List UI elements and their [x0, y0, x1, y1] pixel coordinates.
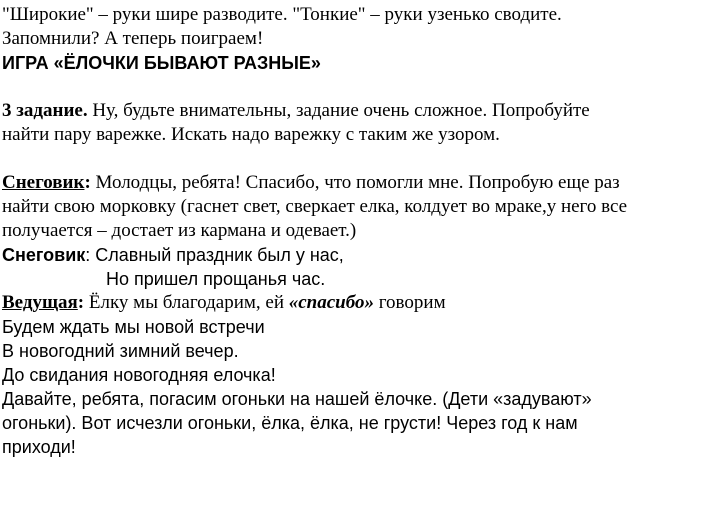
final-text-1: Давайте, ребята, погасим огоньки на нашей ёлочке. (Дети «задувают»: [2, 389, 592, 409]
host-text-a: Ёлку мы благодарим, ей: [84, 292, 289, 313]
snowman-line-1: [2, 171, 620, 195]
poem-text-3: До свидания новогодняя елочка!: [2, 365, 276, 385]
game-title-text: ИГРА «ЁЛОЧКИ БЫВАЮТ РАЗНЫЕ»: [2, 53, 321, 73]
host-line: [2, 291, 446, 315]
snowman-colon: :: [84, 172, 91, 193]
poem-line-1: [2, 315, 265, 339]
snowman-text-4: : Славный праздник был у нас,: [85, 245, 344, 265]
poem-line-3: [2, 363, 276, 387]
poem-line-2: [2, 339, 239, 363]
text-line-2: Запомнили? А теперь поиграем!: [2, 28, 264, 49]
task-text-1: Ну, будьте внимательны, задание очень сложное. Попробуйте: [87, 100, 590, 121]
game-title: [2, 51, 321, 75]
final-line-2: [2, 411, 578, 435]
snowman-text-5: Но пришел прощанья час.: [106, 269, 326, 289]
task-paragraph-line-1: [2, 99, 590, 123]
task-paragraph-line-2: [2, 123, 500, 147]
host-text-b: говорим: [373, 292, 446, 313]
task-text-2: найти пару варежке. Искать надо варежку с таким же узором.: [2, 124, 500, 145]
snowman-label: Снеговик: [2, 172, 85, 193]
snowman-text-2: найти свою морковку (гаснет свет, сверкает елка, колдует во мраке,у него все: [2, 196, 628, 217]
snowman-line-3: [2, 219, 356, 243]
snowman-text-3: получается – достает из кармана и одевает.): [2, 220, 357, 241]
task-label: 3 задание.: [2, 100, 88, 121]
poem-text-1: Будем ждать мы новой встречи: [2, 317, 265, 337]
poem-text-2: В новогодний зимний вечер.: [2, 341, 239, 361]
text-line-1: "Широкие" – руки шире разводите. "Тонкие" – руки узенько сводите.: [2, 4, 562, 25]
final-text-3: приходи!: [2, 437, 76, 457]
snowman-line-4: [2, 243, 344, 267]
host-text-italic: «спасибо»: [288, 292, 374, 313]
text-line-wide-narrow: [2, 3, 562, 27]
final-text-2: огоньки). Вот исчезли огоньки, ёлка, ёлка, не грусти! Через год к нам: [2, 413, 578, 433]
final-line-1: [2, 387, 592, 411]
snowman-line-5: [106, 267, 325, 291]
text-line-remember: [2, 27, 263, 51]
snowman-text-1: Молодцы, ребята! Спасибо, что помогли мне. Попробую еще раз: [90, 172, 620, 193]
snowman-label-2: Снеговик: [2, 245, 86, 265]
snowman-line-2: [2, 195, 627, 219]
host-colon: :: [77, 292, 85, 313]
final-line-3: [2, 435, 76, 459]
host-label: Ведущая: [2, 292, 78, 313]
